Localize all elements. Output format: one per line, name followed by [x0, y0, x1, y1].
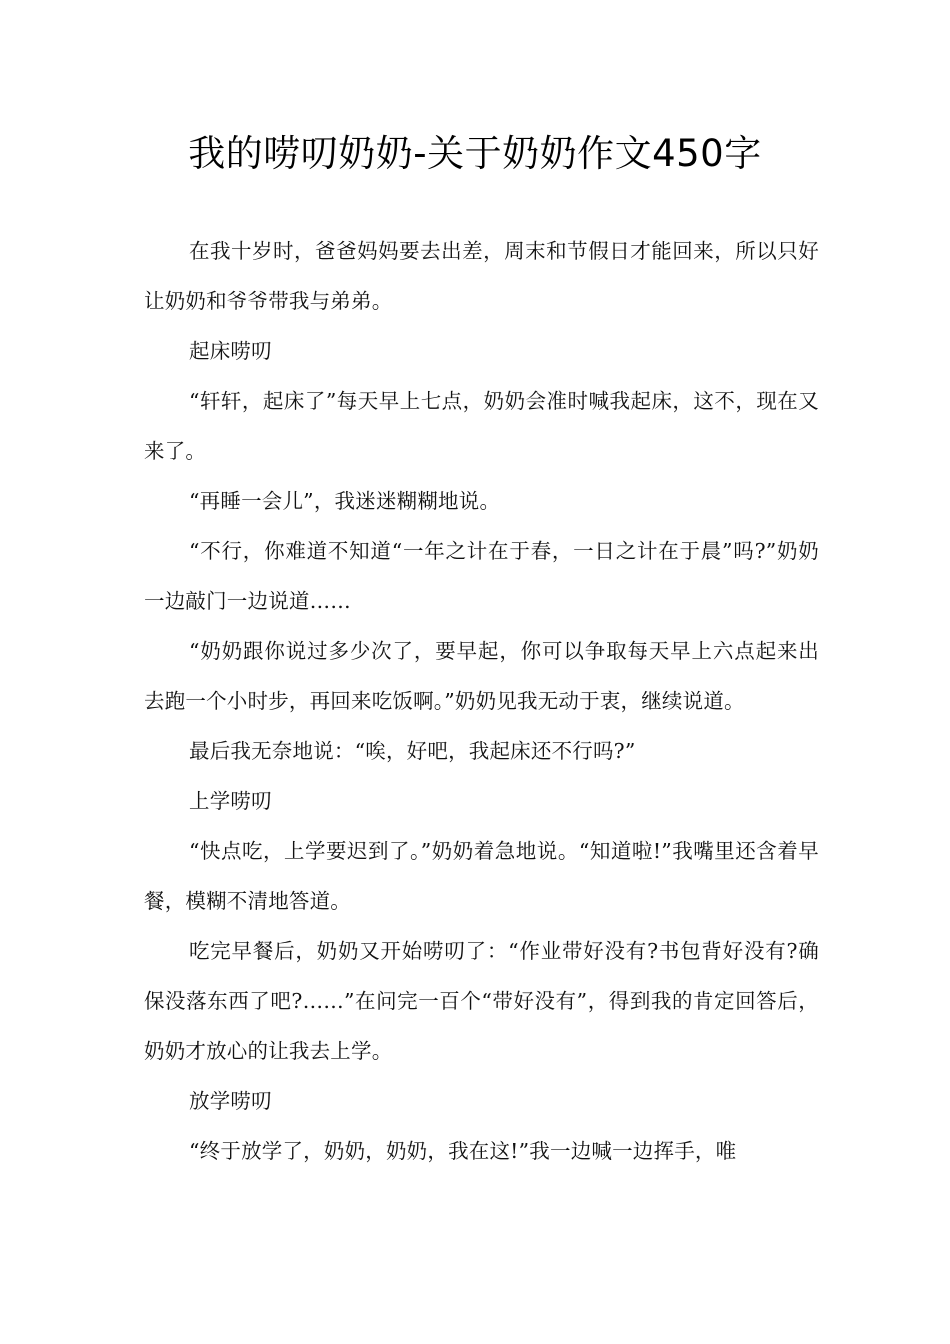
section-heading: 放学唠叨: [189, 1089, 272, 1113]
page-title: 我的唠叨奶奶-关于奶奶作文450字: [188, 132, 762, 175]
paragraph: “再睡一会儿”，我迷迷糊糊地说。: [189, 489, 501, 513]
paragraph: “快点吃，上学要迟到了。”奶奶着急地说。“知道啦!”我嘴里还含着早餐，模糊不清地答道。: [144, 839, 819, 913]
paragraph: “终于放学了，奶奶，奶奶，我在这!”我一边喊一边挥手，唯: [189, 1139, 737, 1163]
paragraph: “轩轩，起床了”每天早上七点，奶奶会准时喊我起床，这不，现在又来了。: [144, 389, 819, 463]
paragraph: 吃完早餐后，奶奶又开始唠叨了：“作业带好没有?书包背好没有?确保没落东西了吧?……”在问完一百个“带好没有”，得到我的肯定回答后，奶奶才放心的让我去上学。: [144, 939, 819, 1063]
paragraph: “不行，你难道不知道“一年之计在于春，一日之计在于晨”吗?”奶奶一边敲门一边说道……: [144, 539, 819, 613]
paragraph: 最后我无奈地说：“唉，好吧，我起床还不行吗?”: [189, 739, 636, 763]
paragraph: 在我十岁时，爸爸妈妈要去出差，周末和节假日才能回来，所以只好让奶奶和爷爷带我与弟弟。: [144, 239, 819, 313]
section-heading: 上学唠叨: [189, 789, 272, 813]
paragraph: “奶奶跟你说过多少次了，要早起，你可以争取每天早上六点起来出去跑一个小时步，再回来吃饭啊。”奶奶见我无动于衷，继续说道。: [144, 639, 819, 713]
essay-body: [144, 226, 819, 1176]
section-heading: 起床唠叨: [189, 339, 272, 363]
